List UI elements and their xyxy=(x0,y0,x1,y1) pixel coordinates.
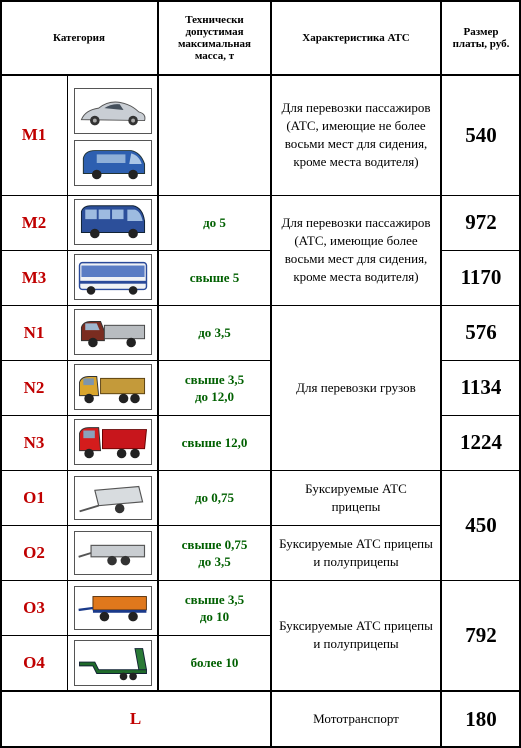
hline-desc-n3 xyxy=(271,470,441,471)
hline-o3 xyxy=(0,635,271,636)
description-n: Для перевозки грузов xyxy=(296,379,416,395)
car-photo xyxy=(74,88,152,134)
category-n2: N2 xyxy=(23,377,45,397)
vline-desc-fee xyxy=(440,0,442,748)
hline-fee-m1 xyxy=(441,195,521,196)
fee-m1: 540 xyxy=(465,122,497,147)
hline-desc-m1 xyxy=(271,195,441,196)
bus-photo xyxy=(74,254,152,300)
border-top xyxy=(0,0,521,2)
mass-m3: свыше 5 xyxy=(189,270,240,285)
mass-n1: до 3,5 xyxy=(198,325,231,340)
medium-truck-photo xyxy=(74,364,152,410)
hline-m3 xyxy=(0,305,271,306)
hline-fee-n3 xyxy=(441,470,521,471)
hline-n2 xyxy=(0,415,271,416)
description-l: Мототранспорт xyxy=(313,711,399,726)
light-trailer-photo xyxy=(74,476,152,520)
category-o2: O2 xyxy=(23,542,45,562)
category-m3: M3 xyxy=(21,267,47,287)
category-o1: O1 xyxy=(23,487,45,507)
hline-desc-m3 xyxy=(271,305,441,306)
hline-fee-m3 xyxy=(441,305,521,306)
header-category: Категория xyxy=(53,31,105,44)
lowbed-trailer-photo xyxy=(74,640,152,686)
mass-n3: свыше 12,0 xyxy=(181,435,248,450)
mass-o1: до 0,75 xyxy=(194,490,235,505)
fee-n1: 576 xyxy=(465,320,497,344)
mass-o4: более 10 xyxy=(190,655,239,670)
description-o3-o4: Буксируемые АТС прицепы и полуприцепы xyxy=(279,618,433,651)
header-mass: Технически допустимая максимальная масса, т xyxy=(178,13,251,62)
vline-category-pic xyxy=(67,75,68,690)
category-m2: M2 xyxy=(21,212,47,232)
fee-n3: 1224 xyxy=(460,430,502,454)
fee-m2: 972 xyxy=(465,210,497,234)
hline-m2 xyxy=(0,250,271,251)
description-o2: Буксируемые АТС прицепы и полуприцепы xyxy=(279,535,433,569)
van-photo xyxy=(74,140,152,186)
hline-desc-o2 xyxy=(271,580,441,581)
fee-l: 180 xyxy=(465,706,497,731)
header-fee: Размер платы, руб. xyxy=(452,25,510,50)
category-m1: M1 xyxy=(21,125,47,144)
fee-n2: 1134 xyxy=(460,375,502,399)
mass-o2: свыше 0,75 до 3,5 xyxy=(181,536,248,569)
fee-m3: 1170 xyxy=(460,265,502,289)
hline-fee-n2 xyxy=(441,415,521,416)
hline-fee-o2 xyxy=(441,580,521,581)
category-n3: N3 xyxy=(23,432,45,452)
category-n1: N1 xyxy=(23,322,45,342)
mass-o3: свыше 3,5 до 10 xyxy=(184,591,245,624)
fee-o1-o2: 450 xyxy=(465,512,497,537)
hline-header xyxy=(0,74,521,76)
heavy-trailer-photo xyxy=(74,586,152,630)
description-m1: Для перевозки пассажиров (АТС, имеющие не более восьми мест для сидения, кроме места водителя) xyxy=(281,100,431,169)
hline-desc-o1 xyxy=(271,525,441,526)
dump-truck-photo xyxy=(74,419,152,465)
hline-o4 xyxy=(0,690,521,692)
trailer-photo xyxy=(74,531,152,575)
hline-m1 xyxy=(0,195,271,196)
mass-m2: до 5 xyxy=(203,215,226,230)
category-o4: O4 xyxy=(23,652,45,672)
hline-n1 xyxy=(0,360,271,361)
description-o1: Буксируемые АТС прицепы xyxy=(305,480,407,514)
hline-fee-n1 xyxy=(441,360,521,361)
hline-fee-m2 xyxy=(441,250,521,251)
light-truck-photo xyxy=(74,309,152,355)
vline-category-mass xyxy=(157,0,159,690)
hline-o2 xyxy=(0,580,271,581)
description-m2-m3: Для перевозки пассажиров (АТС, имеющие более восьми мест для сидения, кроме места водителя) xyxy=(281,215,431,284)
category-l: L xyxy=(129,709,142,728)
category-o3: O3 xyxy=(23,597,45,617)
hline-o1 xyxy=(0,525,271,526)
hline-n3 xyxy=(0,470,271,471)
minibus-photo xyxy=(74,199,152,245)
fee-o3-o4: 792 xyxy=(465,622,497,647)
mass-n2: свыше 3,5 до 12,0 xyxy=(184,371,245,404)
header-characteristic: Характеристика АТС xyxy=(302,31,410,44)
